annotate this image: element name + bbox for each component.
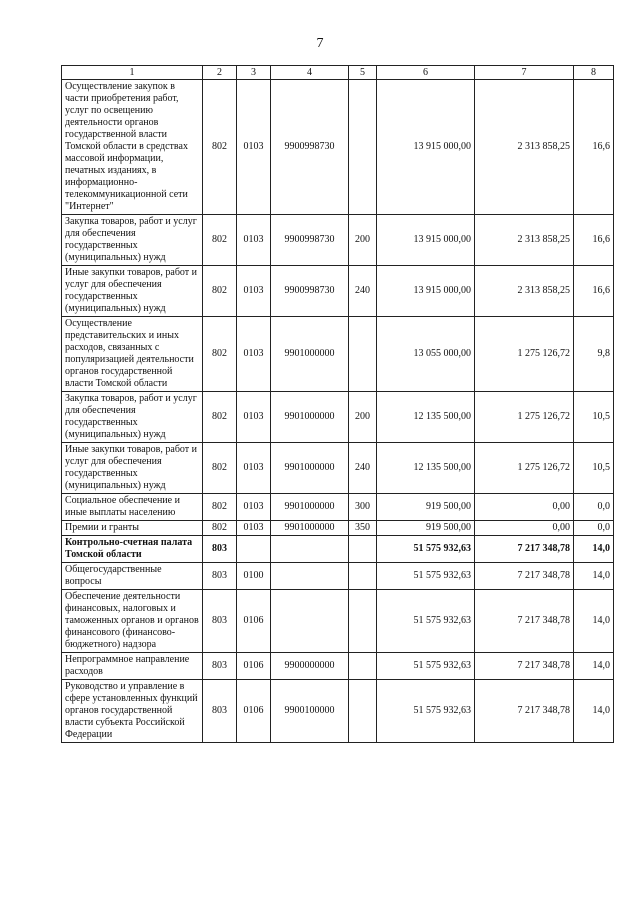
row-name: Социальное обеспечение и иные выплаты населению [62,494,203,521]
column-header: 7 [475,66,574,80]
row-actual-amount: 1 275 126,72 [475,317,574,392]
row-expense-type [349,680,377,743]
row-target-article: 9901000000 [271,392,349,443]
row-name: Обеспечение деятельности финансовых, налоговых и таможенных органов и органов финансового (финансово-бюджетного) надзора [62,590,203,653]
table-row [62,266,614,317]
row-section-code: 0103 [237,80,271,215]
column-header: 3 [237,66,271,80]
row-percent: 0,0 [574,494,614,521]
row-target-article: 9901000000 [271,317,349,392]
row-planned-amount: 12 135 500,00 [377,443,475,494]
row-target-article: 9900998730 [271,80,349,215]
table-row [62,392,614,443]
row-expense-type: 350 [349,521,377,536]
row-target-article: 9901000000 [271,443,349,494]
column-header: 4 [271,66,349,80]
row-target-article [271,563,349,590]
row-section-code: 0100 [237,563,271,590]
row-percent: 16,6 [574,215,614,266]
column-header: 1 [62,66,203,80]
row-section-code: 0103 [237,215,271,266]
row-section-code: 0103 [237,266,271,317]
table-row [62,80,614,215]
row-percent: 9,8 [574,317,614,392]
row-gr-code: 802 [203,80,237,215]
table-row [62,215,614,266]
row-planned-amount: 51 575 932,63 [377,563,475,590]
row-gr-code: 802 [203,494,237,521]
row-planned-amount: 51 575 932,63 [377,536,475,563]
row-planned-amount: 51 575 932,63 [377,653,475,680]
row-expense-type [349,80,377,215]
page-number: 7 [316,36,324,51]
row-percent: 14,0 [574,590,614,653]
row-section-code: 0103 [237,317,271,392]
table-row [62,443,614,494]
row-name: Контрольно-счетная палата Томской области [62,536,203,563]
table-body [62,80,614,743]
row-target-article: 9900100000 [271,680,349,743]
table-row [62,521,614,536]
row-percent: 14,0 [574,653,614,680]
row-target-article: 9900998730 [271,215,349,266]
row-gr-code: 802 [203,266,237,317]
table-row [62,653,614,680]
row-percent: 14,0 [574,536,614,563]
row-actual-amount: 0,00 [475,494,574,521]
row-target-article: 9900000000 [271,653,349,680]
table-row [62,563,614,590]
row-actual-amount: 7 217 348,78 [475,590,574,653]
column-header: 5 [349,66,377,80]
row-expense-type: 300 [349,494,377,521]
row-gr-code: 803 [203,653,237,680]
row-name: Руководство и управление в сфере установленных функций органов государственной власти субъекта Российской Федерации [62,680,203,743]
row-actual-amount: 0,00 [475,521,574,536]
row-expense-type: 240 [349,443,377,494]
budget-table [61,65,614,743]
table-row [62,680,614,743]
row-actual-amount: 7 217 348,78 [475,680,574,743]
row-name: Осуществление представительских и иных расходов, связанных с популяризацией деятельности органов государственной власти Томской области [62,317,203,392]
row-section-code: 0103 [237,521,271,536]
row-planned-amount: 12 135 500,00 [377,392,475,443]
row-target-article: 9901000000 [271,494,349,521]
row-percent: 10,5 [574,443,614,494]
row-name: Осуществление закупок в части приобретения работ, услуг по освещению деятельности органов государственной власти Томской области в средствах массовой информации, печатных изданиях, в информационно-телекоммуникационной сети "Интернет" [62,80,203,215]
row-section-code: 0106 [237,590,271,653]
row-section-code: 0106 [237,653,271,680]
row-section-code: 0103 [237,392,271,443]
row-expense-type [349,563,377,590]
row-name: Закупка товаров, работ и услуг для обеспечения государственных (муниципальных) нужд [62,392,203,443]
row-name: Премии и гранты [62,521,203,536]
table-row [62,317,614,392]
row-name: Иные закупки товаров, работ и услуг для обеспечения государственных (муниципальных) нужд [62,266,203,317]
row-percent: 10,5 [574,392,614,443]
row-planned-amount: 13 055 000,00 [377,317,475,392]
row-percent: 14,0 [574,563,614,590]
row-section-code [237,536,271,563]
row-planned-amount: 919 500,00 [377,521,475,536]
row-actual-amount: 1 275 126,72 [475,443,574,494]
row-actual-amount: 1 275 126,72 [475,392,574,443]
row-section-code: 0103 [237,443,271,494]
row-name: Закупка товаров, работ и услуг для обеспечения государственных (муниципальных) нужд [62,215,203,266]
row-planned-amount: 13 915 000,00 [377,266,475,317]
row-expense-type: 200 [349,215,377,266]
row-percent: 0,0 [574,521,614,536]
row-gr-code: 802 [203,317,237,392]
row-expense-type [349,317,377,392]
row-expense-type [349,536,377,563]
row-actual-amount: 2 313 858,25 [475,215,574,266]
table-row [62,494,614,521]
row-gr-code: 802 [203,521,237,536]
row-planned-amount: 51 575 932,63 [377,680,475,743]
row-gr-code: 802 [203,392,237,443]
column-header: 2 [203,66,237,80]
row-gr-code: 803 [203,680,237,743]
row-gr-code: 803 [203,563,237,590]
row-expense-type [349,590,377,653]
table-row [62,590,614,653]
row-name: Общегосударственные вопросы [62,563,203,590]
row-name: Непрограммное направление расходов [62,653,203,680]
row-section-code: 0106 [237,680,271,743]
row-gr-code: 802 [203,443,237,494]
row-actual-amount: 2 313 858,25 [475,266,574,317]
row-expense-type [349,653,377,680]
row-expense-type: 240 [349,266,377,317]
row-planned-amount: 51 575 932,63 [377,590,475,653]
row-percent: 16,6 [574,266,614,317]
row-target-article: 9900998730 [271,266,349,317]
row-planned-amount: 919 500,00 [377,494,475,521]
row-section-code: 0103 [237,494,271,521]
row-actual-amount: 7 217 348,78 [475,536,574,563]
row-expense-type: 200 [349,392,377,443]
row-percent: 16,6 [574,80,614,215]
column-header: 6 [377,66,475,80]
row-gr-code: 803 [203,536,237,563]
row-target-article [271,536,349,563]
row-name: Иные закупки товаров, работ и услуг для обеспечения государственных (муниципальных) нужд [62,443,203,494]
row-actual-amount: 7 217 348,78 [475,563,574,590]
table-row [62,536,614,563]
row-gr-code: 803 [203,590,237,653]
row-planned-amount: 13 915 000,00 [377,215,475,266]
column-header: 8 [574,66,614,80]
row-actual-amount: 7 217 348,78 [475,653,574,680]
row-actual-amount: 2 313 858,25 [475,80,574,215]
row-percent: 14,0 [574,680,614,743]
row-gr-code: 802 [203,215,237,266]
row-target-article: 9901000000 [271,521,349,536]
header-row [62,66,614,80]
row-target-article [271,590,349,653]
row-planned-amount: 13 915 000,00 [377,80,475,215]
